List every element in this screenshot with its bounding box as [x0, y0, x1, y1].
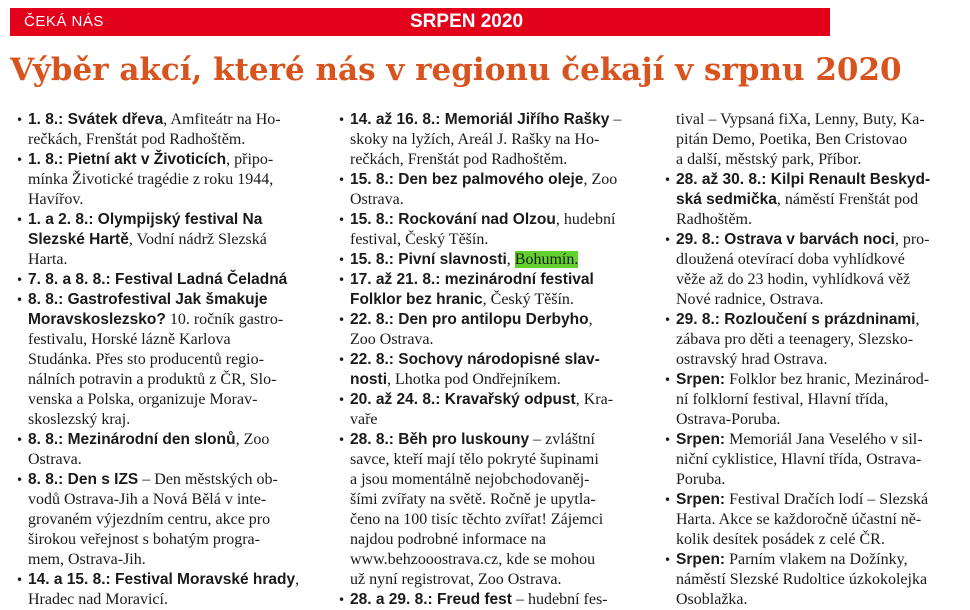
event-name: 17. až 21. 8.: mezinárodní festival [350, 271, 594, 288]
event-line [676, 150, 962, 170]
event-text: Memoriál Jana Veselého v sil- [725, 431, 923, 448]
event-line [676, 250, 962, 270]
event-line [28, 270, 324, 290]
event-line [350, 590, 648, 610]
event-line [28, 290, 324, 310]
event-text: čeno na 100 tisíc těchto zvířat! Zájemci [350, 511, 604, 528]
event-line [350, 570, 648, 590]
event-name: 14. až 16. 8.: Memoriál Jiřího Rašky [350, 111, 610, 128]
event-text: , Zoo [235, 431, 270, 448]
event-line [350, 110, 648, 130]
event-text: najdou podrobné informace na [350, 531, 546, 548]
event-line [28, 370, 324, 390]
event-line [350, 510, 648, 530]
event-line [28, 150, 324, 170]
event-text: Festival Dračích lodí – Slezská [725, 491, 929, 508]
event-line [350, 310, 648, 330]
event-text: náměstí Slezské Rudoltice úzkokolejka [676, 571, 928, 588]
event-text: mem, Ostrava-Jih. [28, 551, 146, 568]
event-item [662, 230, 962, 310]
event-text: tival – Vypsaná fiXa, Lenny, Buty, Ka- [676, 111, 925, 128]
event-text: savce, kteří mají tělo pokryté šupinami [350, 451, 599, 468]
event-line [676, 370, 962, 390]
event-item [14, 210, 324, 270]
event-line [28, 510, 324, 530]
event-text: , Lhotka pod Ondřejníkem. [387, 371, 561, 388]
event-line [350, 270, 648, 290]
event-name: Srpen: [676, 551, 726, 568]
event-name: 28. 8.: Běh pro luskouny [350, 431, 530, 448]
event-text: Radhoštěm. [676, 211, 752, 228]
event-line [676, 350, 962, 370]
event-item [662, 490, 962, 550]
event-item [336, 310, 648, 350]
event-item [336, 210, 648, 250]
event-item [14, 470, 324, 570]
event-text: Hradec nad Moravicí. [28, 591, 168, 608]
event-name: 22. 8.: Sochovy národopisné slav- [350, 351, 600, 368]
event-name: 29. 8.: Rozloučení s prázdninami [676, 311, 916, 328]
event-text: skoky na lyžích, Areál J. Rašky na Ho- [350, 131, 600, 148]
event-text: , [295, 571, 300, 588]
event-text: a jsou momentálně nejobchodovaněj- [350, 471, 590, 488]
event-text: pitán Demo, Poetika, Ben Cristovao [676, 131, 908, 148]
event-line [676, 270, 962, 290]
section-label: ČEKÁ NÁS [24, 13, 104, 30]
event-line [350, 430, 648, 450]
event-line [350, 210, 648, 230]
event-name: Srpen: [676, 371, 726, 388]
event-line [350, 490, 648, 510]
event-line [28, 570, 324, 590]
event-name: 1. a 2. 8.: Olympijský festival Na [28, 211, 263, 228]
section-header-bar [10, 8, 830, 36]
event-line [676, 550, 962, 570]
event-text: venska a Polska, organizuje Morav- [28, 391, 258, 408]
event-text: , hudební [555, 211, 616, 228]
event-line [350, 130, 648, 150]
event-line [676, 170, 962, 190]
event-text: festival, Český Těšín. [350, 231, 489, 248]
event-item [662, 550, 962, 610]
event-text: vodů Ostrava-Jih a Nová Bělá v inte- [28, 491, 267, 508]
event-line [28, 450, 324, 470]
event-line [350, 190, 648, 210]
event-item [336, 270, 648, 310]
event-text: a další, městský park, Příbor. [676, 151, 862, 168]
event-line [350, 530, 648, 550]
event-name: 15. 8.: Den bez palmového oleje [350, 171, 584, 188]
events-column-1 [14, 110, 324, 610]
event-name: 28. až 30. 8.: Kilpi Renault Beskyd- [676, 171, 931, 188]
event-item [662, 310, 962, 370]
event-line [350, 250, 648, 270]
event-line [676, 130, 962, 150]
event-text: , Amfiteátr na Ho- [163, 111, 281, 128]
event-line [350, 470, 648, 490]
event-line [676, 190, 962, 210]
event-text: – Den městských ob- [138, 471, 278, 488]
event-line [28, 350, 324, 370]
event-text: Poruba. [676, 471, 726, 488]
event-line [676, 210, 962, 230]
event-line [350, 550, 648, 570]
event-text: , Zoo [583, 171, 618, 188]
event-name: 15. 8.: Pivní slavnosti [350, 251, 507, 268]
event-text: ní folklorní festival, Hlavní třída, [676, 391, 889, 408]
event-item [14, 290, 324, 430]
event-line [676, 490, 962, 510]
event-text: – zvláštní [529, 431, 595, 448]
event-line [28, 330, 324, 350]
event-line [28, 250, 324, 270]
event-line [28, 210, 324, 230]
event-line [350, 170, 648, 190]
event-item [14, 270, 324, 290]
event-text: grovaném výjezdním centru, akce pro [28, 511, 271, 528]
event-line [350, 370, 648, 390]
event-text: dloužená otevírací doba vyhlídkové [676, 251, 905, 268]
event-line [350, 350, 648, 370]
event-text: – [609, 111, 622, 128]
event-name: nosti [350, 371, 388, 388]
event-name: ská sedmička [676, 191, 777, 208]
event-name: Slezské Hartě [28, 231, 129, 248]
event-text: mínka Životické tragédie z roku 1944, [28, 171, 274, 188]
event-text: nálních potravin a produktů z ČR, Slo- [28, 371, 277, 388]
event-name: Folklor bez hranic [350, 291, 483, 308]
event-text: , [915, 311, 920, 328]
event-line [676, 310, 962, 330]
event-line [28, 310, 324, 330]
event-text: www.behzooostrava.cz, kde se mohou [350, 551, 596, 568]
event-text: Ostrava-Poruba. [676, 411, 781, 428]
event-name: 14. a 15. 8.: Festival Moravské hrady [28, 571, 296, 588]
event-line [350, 290, 648, 310]
event-item [336, 170, 648, 210]
event-text: skoslezský kraj. [28, 411, 131, 428]
event-line [28, 130, 324, 150]
event-line [676, 430, 962, 450]
event-name: 29. 8.: Ostrava v barvách noci [676, 231, 895, 248]
event-text: Ostrava. [28, 451, 82, 468]
event-name: 8. 8.: Mezinárodní den slonů [28, 431, 236, 448]
event-item [14, 110, 324, 150]
event-text: , náměstí Frenštát pod [776, 191, 919, 208]
event-text: – hudební fes- [511, 591, 608, 608]
event-item [336, 430, 648, 590]
event-text: Harta. Akce se každoročně účastní ně- [676, 511, 922, 528]
event-text: zábava pro děti a teenagery, Slezsko- [676, 331, 914, 348]
event-text: festivalu, Horské lázně Karlova [28, 331, 231, 348]
event-text: , Kra- [575, 391, 614, 408]
event-line [28, 410, 324, 430]
event-line [350, 230, 648, 250]
event-text: už nyní registrovat, Zoo Ostrava. [350, 571, 562, 588]
event-line [28, 490, 324, 510]
event-line [350, 410, 648, 430]
event-name: 1. 8.: Svátek dřeva [28, 111, 164, 128]
event-item [336, 390, 648, 430]
event-line [28, 230, 324, 250]
event-line [28, 430, 324, 450]
event-line [676, 390, 962, 410]
event-item [14, 430, 324, 470]
event-line [350, 390, 648, 410]
event-name: 15. 8.: Rockování nad Olzou [350, 211, 556, 228]
event-line [676, 330, 962, 350]
event-item [662, 110, 962, 170]
event-text: Ostrava. [350, 191, 404, 208]
event-line [676, 110, 962, 130]
event-line [28, 470, 324, 490]
event-text: ostravský hrad Ostrava. [676, 351, 828, 368]
event-name: 28. a 29. 8.: Freud fest [350, 591, 512, 608]
event-item [14, 570, 324, 610]
event-name: Srpen: [676, 431, 726, 448]
event-text: , pro- [894, 231, 930, 248]
event-name: 8. 8.: Den s IZS [28, 471, 139, 488]
event-text: , [588, 311, 593, 328]
event-line [350, 330, 648, 350]
event-name: Srpen: [676, 491, 726, 508]
event-text: Folklor bez hranic, Mezinárod- [725, 371, 930, 388]
event-name: 7. 8. a 8. 8.: Festival Ladná Čeladná [28, 271, 288, 288]
event-item [336, 250, 648, 270]
event-line [28, 550, 324, 570]
event-item [336, 350, 648, 390]
event-line [350, 450, 648, 470]
month-label: SRPEN 2020 [410, 11, 524, 32]
event-text: rečkách, Frenštát pod Radhoštěm. [350, 151, 568, 168]
event-item [662, 370, 962, 430]
event-text: , Vodní nádrž Slezská [128, 231, 267, 248]
event-line [676, 510, 962, 530]
event-name: 22. 8.: Den pro antilopu Derbyho [350, 311, 589, 328]
event-line [676, 290, 962, 310]
event-name: 1. 8.: Pietní akt v Životicích [28, 151, 227, 168]
event-name: 20. až 24. 8.: Kravařský odpust [350, 391, 576, 408]
event-text: , [506, 251, 515, 268]
article-title: Výběr akcí, které nás v regionu čekají v srpnu 2020 [10, 52, 902, 88]
event-item [662, 430, 962, 490]
event-line [676, 570, 962, 590]
event-name: 8. 8.: Gastrofestival Jak šmakuje [28, 291, 268, 308]
event-text: Zoo Ostrava. [350, 331, 434, 348]
events-column-2 [336, 110, 648, 610]
event-text: 10. ročník gastro- [165, 311, 284, 328]
event-line [28, 110, 324, 130]
event-text: Harta. [28, 251, 68, 268]
event-text: šími zvířaty na světě. Ročně je upytla- [350, 491, 596, 508]
event-text: niční cyklistice, Hlavní třída, Ostrava- [676, 451, 922, 468]
event-line [350, 150, 648, 170]
event-item [662, 170, 962, 230]
event-line [28, 590, 324, 610]
event-text: , připo- [226, 151, 274, 168]
event-name: Moravskoslezsko? [28, 311, 166, 328]
events-column-3 [662, 110, 962, 610]
event-line [676, 410, 962, 430]
event-text: kolik desítek posádek z celé ČR. [676, 531, 885, 548]
event-line [28, 170, 324, 190]
event-item [336, 110, 648, 170]
event-text: vaře [350, 411, 378, 428]
highlighted-text: Bohumín. [514, 251, 579, 268]
event-text: Nové radnice, Ostrava. [676, 291, 824, 308]
event-line [676, 470, 962, 490]
event-line [676, 450, 962, 470]
event-text: rečkách, Frenštát pod Radhoštěm. [28, 131, 246, 148]
event-text: Havířov. [28, 191, 84, 208]
event-line [676, 530, 962, 550]
event-item [14, 150, 324, 210]
event-text: Parním vlakem na Dožínky, [725, 551, 908, 568]
event-line [28, 190, 324, 210]
event-line [676, 230, 962, 250]
event-text: , Český Těšín. [482, 291, 574, 308]
event-item [336, 590, 648, 610]
event-text: Studánka. Přes sto producentů regio- [28, 351, 264, 368]
event-text: Osoblažka. [676, 591, 748, 608]
event-text: širokou veřejnost s bohatým progra- [28, 531, 260, 548]
event-line [676, 590, 962, 610]
event-line [28, 390, 324, 410]
event-line [28, 530, 324, 550]
event-text: věže až do 23 hodin, vyhlídková věž [676, 271, 911, 288]
